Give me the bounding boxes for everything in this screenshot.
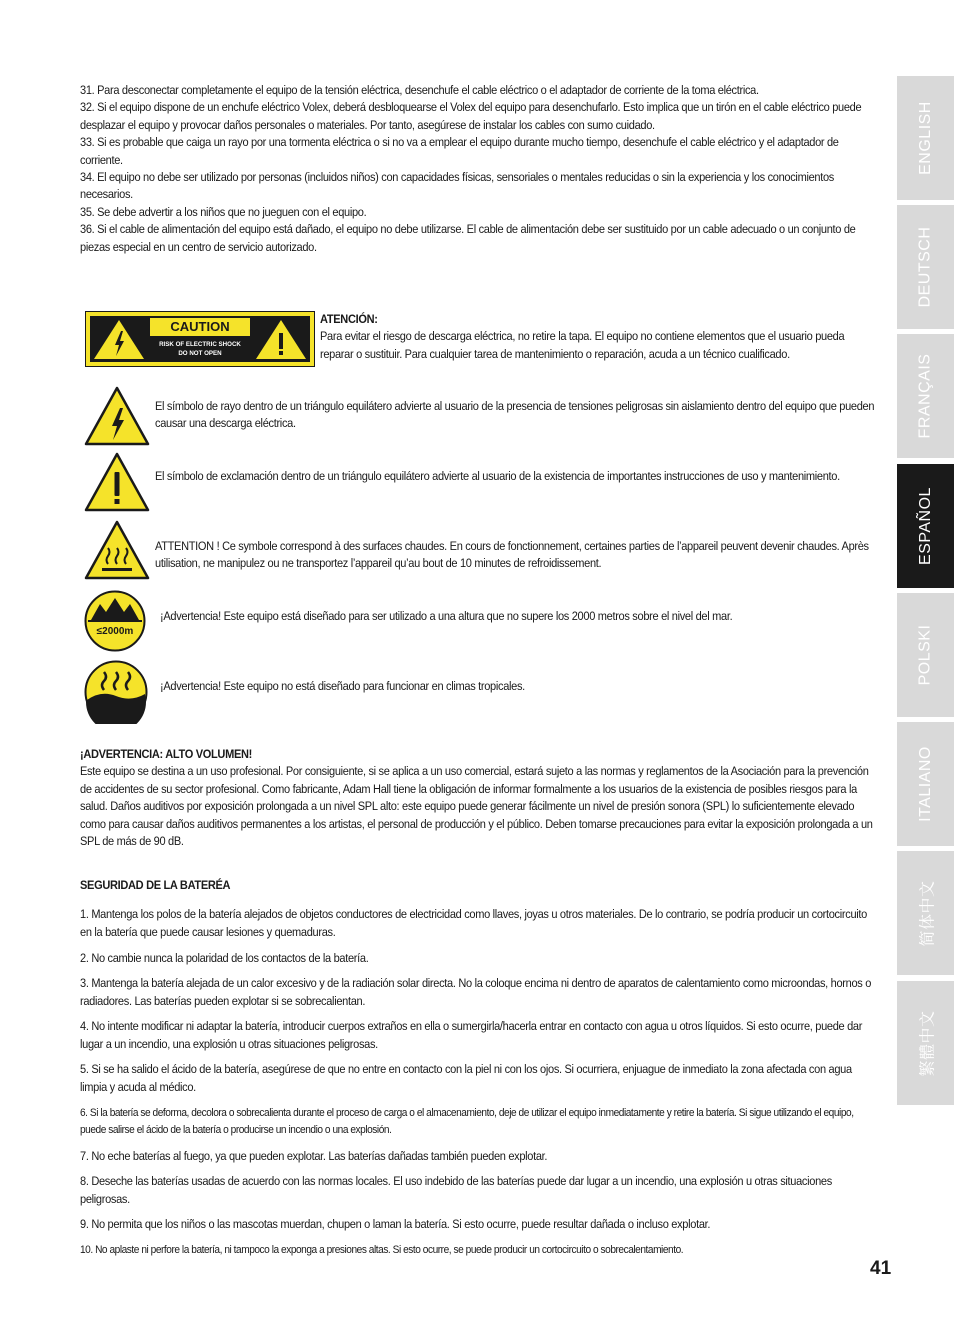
tab-deutsch[interactable] — [897, 205, 954, 329]
tab-label: 繁體中文 — [919, 1009, 937, 1077]
hot-surface-text: ATTENTION ! Ce symbole correspond à des surfaces chaudes. En cours de fonctionnement, certaines parties de l’appareil peuvent devenir chaudes. Après utilisation, ne manipulez ou ne transportez l’appareil qu’au bout de 10 minutes de refroidissement. — [155, 539, 869, 571]
battery-item: 10. No aplaste ni perfore la batería, ni tampoco la exponga a presiones altas. Si esto ocurre, se puede producir un cortocircuito o sobrecalentamiento. — [80, 1244, 684, 1257]
battery-item: 4. No intente modificar ni adaptar la batería, introducir cuerpos extraños en ella o sumergirla/hacerla entrar en contacto con agua u otros líquidos. Si esto ocurre, puede dar lugar a un incendio, una explosión u otras situaciones peligrosas. — [80, 1019, 863, 1051]
caution-label — [85, 311, 315, 367]
battery-safety — [80, 877, 876, 1268]
intro-list — [80, 82, 876, 256]
tab-label: 简体中文 — [919, 879, 937, 947]
caution-heading: ATENCIÓN: — [320, 312, 378, 326]
battery-item: 6. Si la batería se deforma, decolora o sobrecalienta durante el proceso de carga o el almacenamiento, deje de utilizar el equipo inmediatamente y retire la batería. Si sigue utilizando el equipo, puede salirse el ácido de la batería o producirse un incendio o una explosión. — [80, 1106, 854, 1136]
exclamation-text: El símbolo de exclamación dentro de un triángulo equilátero advierte al usuario de la existencia de importantes instrucciones de uso y mantenimiento. — [155, 469, 840, 483]
intro-item: 34. El equipo no debe ser utilizado por personas (incluidos niños) con capacidades físicas, sensoriales o mentales reducidas o sin la experiencia y los conocimientos necesarios. — [80, 170, 834, 202]
caution-text — [320, 311, 854, 363]
tab-traditional-chinese[interactable] — [897, 981, 954, 1105]
battery-item: 1. Mantenga los polos de la batería alejados de objetos conductores de electricidad como llaves, joyas u otros materiales. De lo contrario, se podría producir un cortocircuito en la batería que puede causar lesiones y quemaduras. — [80, 907, 867, 939]
tab-label: DEUTSCH — [916, 226, 934, 308]
page-number: 41 — [870, 1258, 892, 1279]
caution-body: Para evitar el riesgo de descarga eléctrica, no retire la tapa. El equipo no contiene elementos que el usuario pueda reparar o sustituir. Para cualquier tarea de mantenimiento o reparación, acuda a un técnico cualificado. — [320, 329, 845, 361]
tropical-climate-icon — [84, 660, 148, 724]
battery-item: 8. Deseche las baterías usadas de acuerdo con las normas locales. El uso indebido de las baterías puede dar lugar a un incendio, una explosión u otras situaciones peligrosas. — [80, 1174, 832, 1206]
tab-francais[interactable] — [897, 334, 954, 458]
battery-item: 3. Mantenga la batería alejada de un calor excesivo y de la radiación solar directa. No la coloque encima ni dentro de aparatos de calentamiento como microondas, hornos o radiadores. Las baterías pueden explotar si se sobrecalientan. — [80, 976, 872, 1008]
hot-surface-icon — [84, 520, 150, 580]
tab-simplified-chinese[interactable] — [897, 851, 954, 975]
battery-item: 2. No cambie nunca la polaridad de los contactos de la batería. — [80, 950, 369, 965]
tab-label: ITALIANO — [916, 746, 934, 822]
tab-label: POLSKI — [916, 624, 934, 686]
volume-warning — [80, 746, 876, 850]
altitude-text: ¡Advertencia! Este equipo está diseñado para ser utilizado a una altura que no supere los 2000 metros sobre el nivel del mar. — [160, 609, 733, 623]
altitude-icon — [84, 590, 146, 652]
tab-polski[interactable] — [897, 593, 954, 717]
intro-item: 32. Si el equipo dispone de un enchufe eléctrico Volex, deberá desbloquearse el Volex del equipo para desenchufarlo. Esto implica que un tirón en el cable eléctrico puede desplazar el equipo y provocar daños personales o materiales. Por tanto, asegúrese de instalar los cables con sumo cuidado. — [80, 100, 862, 132]
battery-item: 7. No eche baterías al fuego, ya que pueden explotar. Las baterías dañadas también pueden explotar. — [80, 1148, 548, 1163]
caution-line2: DO NOT OPEN — [178, 350, 222, 357]
intro-item: 31. Para desconectar completamente el equipo de la tensión eléctrica, desenchufe el cable eléctrico o el adaptador de corriente de la toma eléctrica. — [80, 83, 759, 97]
altitude-label: ≤2000m — [96, 626, 134, 637]
volume-body: Este equipo se destina a un uso profesional. Por consiguiente, si se aplica a un uso comercial, estará sujeto a las normas y reglamentos de la Asociación para la prevención de accidentes de su sector profesional. Como fabricante, Adam Hall tiene la obligación de informar formalmente a los usuarios de la existencia de posibles riesgos para la salud. Daños auditivos por exposición prolongada a un nivel SPL alto: este equipo puede generar fácilmente un nivel de presión sonora (SPL) lo suficientemente elevado como para causar daños auditivos permanentes a los artistas, el personal de producción y el público. Deben tomarse precauciones para evitar la exposición prolongada a un SPL de más de 90 dB. — [80, 764, 873, 849]
tab-espanol[interactable] — [897, 464, 954, 588]
lightning-warning-icon — [84, 386, 150, 446]
tab-label: ENGLISH — [916, 101, 934, 175]
tab-label: FRANÇAIS — [916, 353, 934, 439]
intro-item: 35. Se debe advertir a los niños que no jueguen con el equipo. — [80, 204, 367, 219]
battery-item: 5. Si se ha salido el ácido de la batería, asegúrese de que no entre en contacto con la piel ni con los ojos. Si ocurriera, enjuague de inmediato la zona afectada con agua limpia y acuda al médico. — [80, 1062, 852, 1094]
tab-italiano[interactable] — [897, 722, 954, 846]
tab-english[interactable] — [897, 76, 954, 200]
intro-item: 36. Si el cable de alimentación del equipo está dañado, el equipo no debe utilizarse. El cable de alimentación debe ser sustituido por un cable adecuado o un conjunto de piezas especial en un centro de servicio autorizado. — [80, 222, 856, 254]
exclamation-warning-icon — [84, 452, 150, 512]
caution-line1: RISK OF ELECTRIC SHOCK — [159, 341, 241, 348]
battery-item: 9. No permita que los niños o las mascotas muerdan, chupen o laman la batería. Si esto ocurre, puede resultar dañada o incluso explotar. — [80, 1217, 711, 1232]
volume-heading: ¡ADVERTENCIA: ALTO VOLUMEN! — [80, 747, 253, 761]
lightning-text: El símbolo de rayo dentro de un triángulo equilátero advierte al usuario de la presencia de tensiones peligrosas sin aislamiento dentro del equipo que pueden causar una descarga eléctrica. — [155, 399, 875, 431]
tropical-text: ¡Advertencia! Este equipo no está diseñado para funcionar en climas tropicales. — [160, 679, 525, 693]
caution-title: CAUTION — [170, 319, 230, 334]
intro-item: 33. Si es probable que caiga un rayo por una tormenta eléctrica o si no va a emplear el equipo durante mucho tiempo, desenchufe el cable eléctrico y el adaptador de corriente. — [80, 135, 839, 167]
battery-heading: SEGURIDAD DE LA BATERÉA — [80, 878, 231, 892]
tab-label: ESPAÑOL — [916, 487, 934, 565]
